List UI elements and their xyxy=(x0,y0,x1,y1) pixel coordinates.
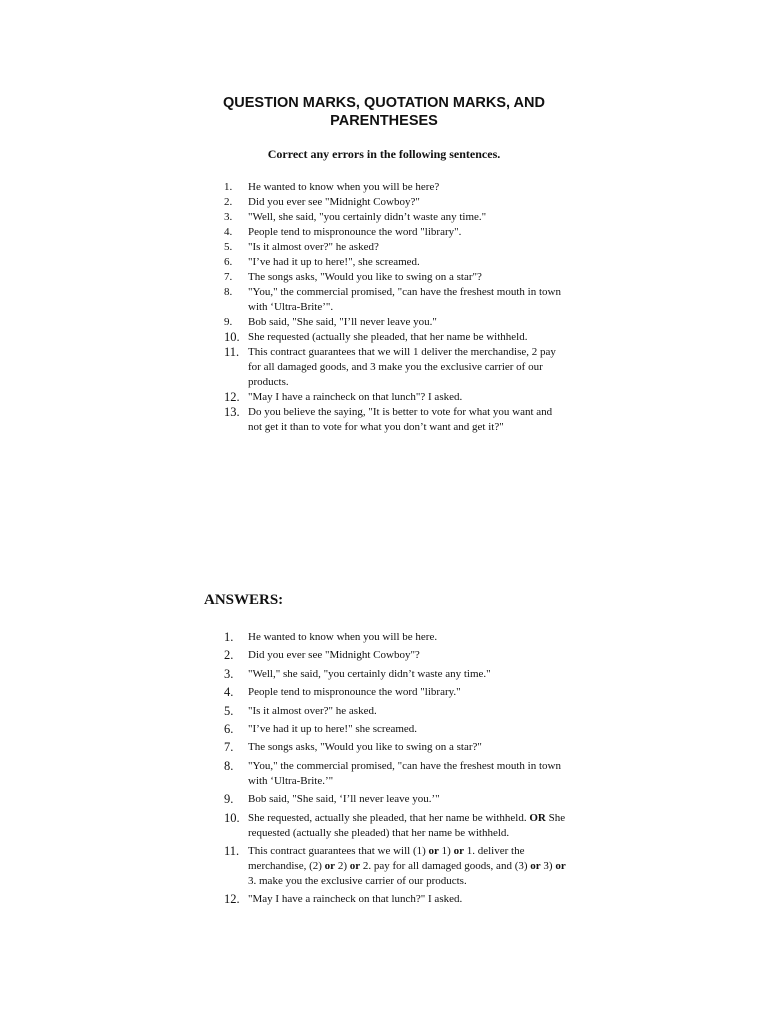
question-number: 10. xyxy=(224,330,240,344)
question-item xyxy=(224,210,564,225)
title-line-2: PARENTHESES xyxy=(330,113,438,129)
question-text: Do you believe the saying, "It is better to vote for what you want and not get it than to vote for what you don’t want and get it?" xyxy=(248,406,553,433)
question-text: Did you ever see "Midnight Cowboy?" xyxy=(248,196,420,208)
question-number: 4. xyxy=(224,226,233,238)
answer-text: "Well," she said, "you certainly didn’t waste any time." xyxy=(248,667,491,680)
page-title xyxy=(0,94,768,130)
or-connector: OR xyxy=(529,811,546,824)
answer-text-part: She requested, actually she pleaded, that her name be withheld. xyxy=(248,811,530,824)
question-number: 11. xyxy=(224,345,240,359)
question-text: This contract guarantees that we will 1 deliver the merchandise, 2 pay for all damaged goods, and 3 make you the exclusive carrier of our products. xyxy=(248,346,556,388)
answer-item xyxy=(224,759,569,789)
or-connector: or xyxy=(349,859,361,872)
question-number: 1. xyxy=(224,181,233,193)
question-text: "I’ve had it up to here!", she screamed. xyxy=(248,256,420,268)
answer-number: 2. xyxy=(224,648,234,663)
instruction-text: Correct any errors in the following sentences. xyxy=(267,147,501,161)
question-item xyxy=(224,270,564,285)
question-number: 3. xyxy=(224,211,233,223)
answer-text xyxy=(248,844,569,889)
question-text: People tend to mispronounce the word "library". xyxy=(248,226,462,238)
answer-text: "I’ve had it up to here!" she screamed. xyxy=(248,722,418,735)
answer-text: He wanted to know when you will be here. xyxy=(248,631,438,643)
questions-list xyxy=(224,180,564,435)
answer-text-part: 3) xyxy=(540,859,556,872)
answer-number: 9. xyxy=(224,792,234,807)
question-item xyxy=(224,405,564,435)
answer-item xyxy=(224,630,569,645)
answer-item xyxy=(224,844,569,889)
answer-number: 11. xyxy=(224,843,240,858)
answer-item xyxy=(224,722,569,737)
question-item xyxy=(224,315,564,330)
question-text: "You," the commercial promised, "can have the freshest mouth in town with ‘Ultra-Brite’". xyxy=(248,286,561,313)
question-item xyxy=(224,180,564,195)
question-text: "May I have a raincheck on that lunch"? I asked. xyxy=(248,391,463,403)
answer-text-part: 3. make you the exclusive carrier of our products. xyxy=(248,874,467,887)
answers-list xyxy=(224,630,569,911)
answer-number: 7. xyxy=(224,740,234,755)
question-text: "Well, she said, "you certainly didn’t waste any time." xyxy=(248,211,487,223)
answer-item xyxy=(224,667,569,682)
answer-text-part: 1) xyxy=(438,844,454,857)
answer-item xyxy=(224,892,569,907)
answer-item xyxy=(224,704,569,719)
answer-text-part: This contract guarantees that we will (1) xyxy=(248,844,429,857)
question-text: The songs asks, "Would you like to swing on a star"? xyxy=(248,271,482,283)
answer-number: 6. xyxy=(224,721,234,736)
question-text: Bob said, "She said, "I’ll never leave you." xyxy=(248,316,437,328)
question-item xyxy=(224,330,564,345)
question-number: 7. xyxy=(224,271,233,283)
answer-text xyxy=(248,811,569,841)
or-connector: or xyxy=(555,859,566,872)
answer-number: 10. xyxy=(224,810,240,825)
answer-item xyxy=(224,685,569,700)
question-number: 8. xyxy=(224,286,233,298)
answer-text-part: 2. pay for all damaged goods, and (3) xyxy=(360,859,531,872)
answer-text-part: 1. deliver the merchandise, (2) xyxy=(248,844,525,872)
answer-item xyxy=(224,811,569,841)
answer-number: 8. xyxy=(224,758,234,773)
answer-item xyxy=(224,792,569,807)
question-number: 9. xyxy=(224,316,233,328)
answer-text-part: She requested (actually she pleaded) that her name be withheld. xyxy=(248,811,566,839)
question-item xyxy=(224,255,564,270)
answer-text: People tend to mispronounce the word "library." xyxy=(248,686,461,699)
question-text: He wanted to know when you will be here? xyxy=(248,181,440,193)
answer-number: 12. xyxy=(224,892,240,907)
answers-heading: ANSWERS: xyxy=(204,592,284,608)
answer-text: Did you ever see "Midnight Cowboy"? xyxy=(248,649,420,662)
answer-text: The songs asks, "Would you like to swing on a star?" xyxy=(248,741,482,754)
title-line-1: QUESTION MARKS, QUOTATION MARKS, AND xyxy=(223,95,545,111)
answer-number: 3. xyxy=(224,666,234,681)
answer-text: "May I have a raincheck on that lunch?" I asked. xyxy=(248,893,463,906)
question-number: 5. xyxy=(224,241,233,253)
answer-number: 5. xyxy=(224,703,234,718)
answer-text: Bob said, "She said, ‘I’ll never leave you.’" xyxy=(248,793,440,806)
question-item xyxy=(224,285,564,315)
answer-text: "You," the commercial promised, "can have the freshest mouth in town with ‘Ultra-Brite.’" xyxy=(248,759,561,787)
question-item xyxy=(224,345,564,390)
or-connector: or xyxy=(530,859,541,872)
answer-text-part: 2) xyxy=(335,859,350,872)
question-number: 2. xyxy=(224,196,233,208)
answer-item xyxy=(224,740,569,755)
question-item xyxy=(224,195,564,210)
or-connector: or xyxy=(453,844,464,857)
question-number: 13. xyxy=(224,405,240,419)
or-connector: or xyxy=(324,859,336,872)
or-connector: or xyxy=(428,844,439,857)
question-number: 12. xyxy=(224,390,240,404)
answer-number: 1. xyxy=(224,630,234,644)
answer-number: 4. xyxy=(224,685,234,700)
answer-item xyxy=(224,648,569,663)
question-text: She requested (actually she pleaded, that her name be withheld. xyxy=(248,331,528,343)
question-item xyxy=(224,240,564,255)
question-number: 6. xyxy=(224,256,233,268)
answer-text: "Is it almost over?" he asked. xyxy=(248,704,377,717)
question-item xyxy=(224,390,564,405)
question-text: "Is it almost over?" he asked? xyxy=(248,241,379,253)
question-item xyxy=(224,225,564,240)
